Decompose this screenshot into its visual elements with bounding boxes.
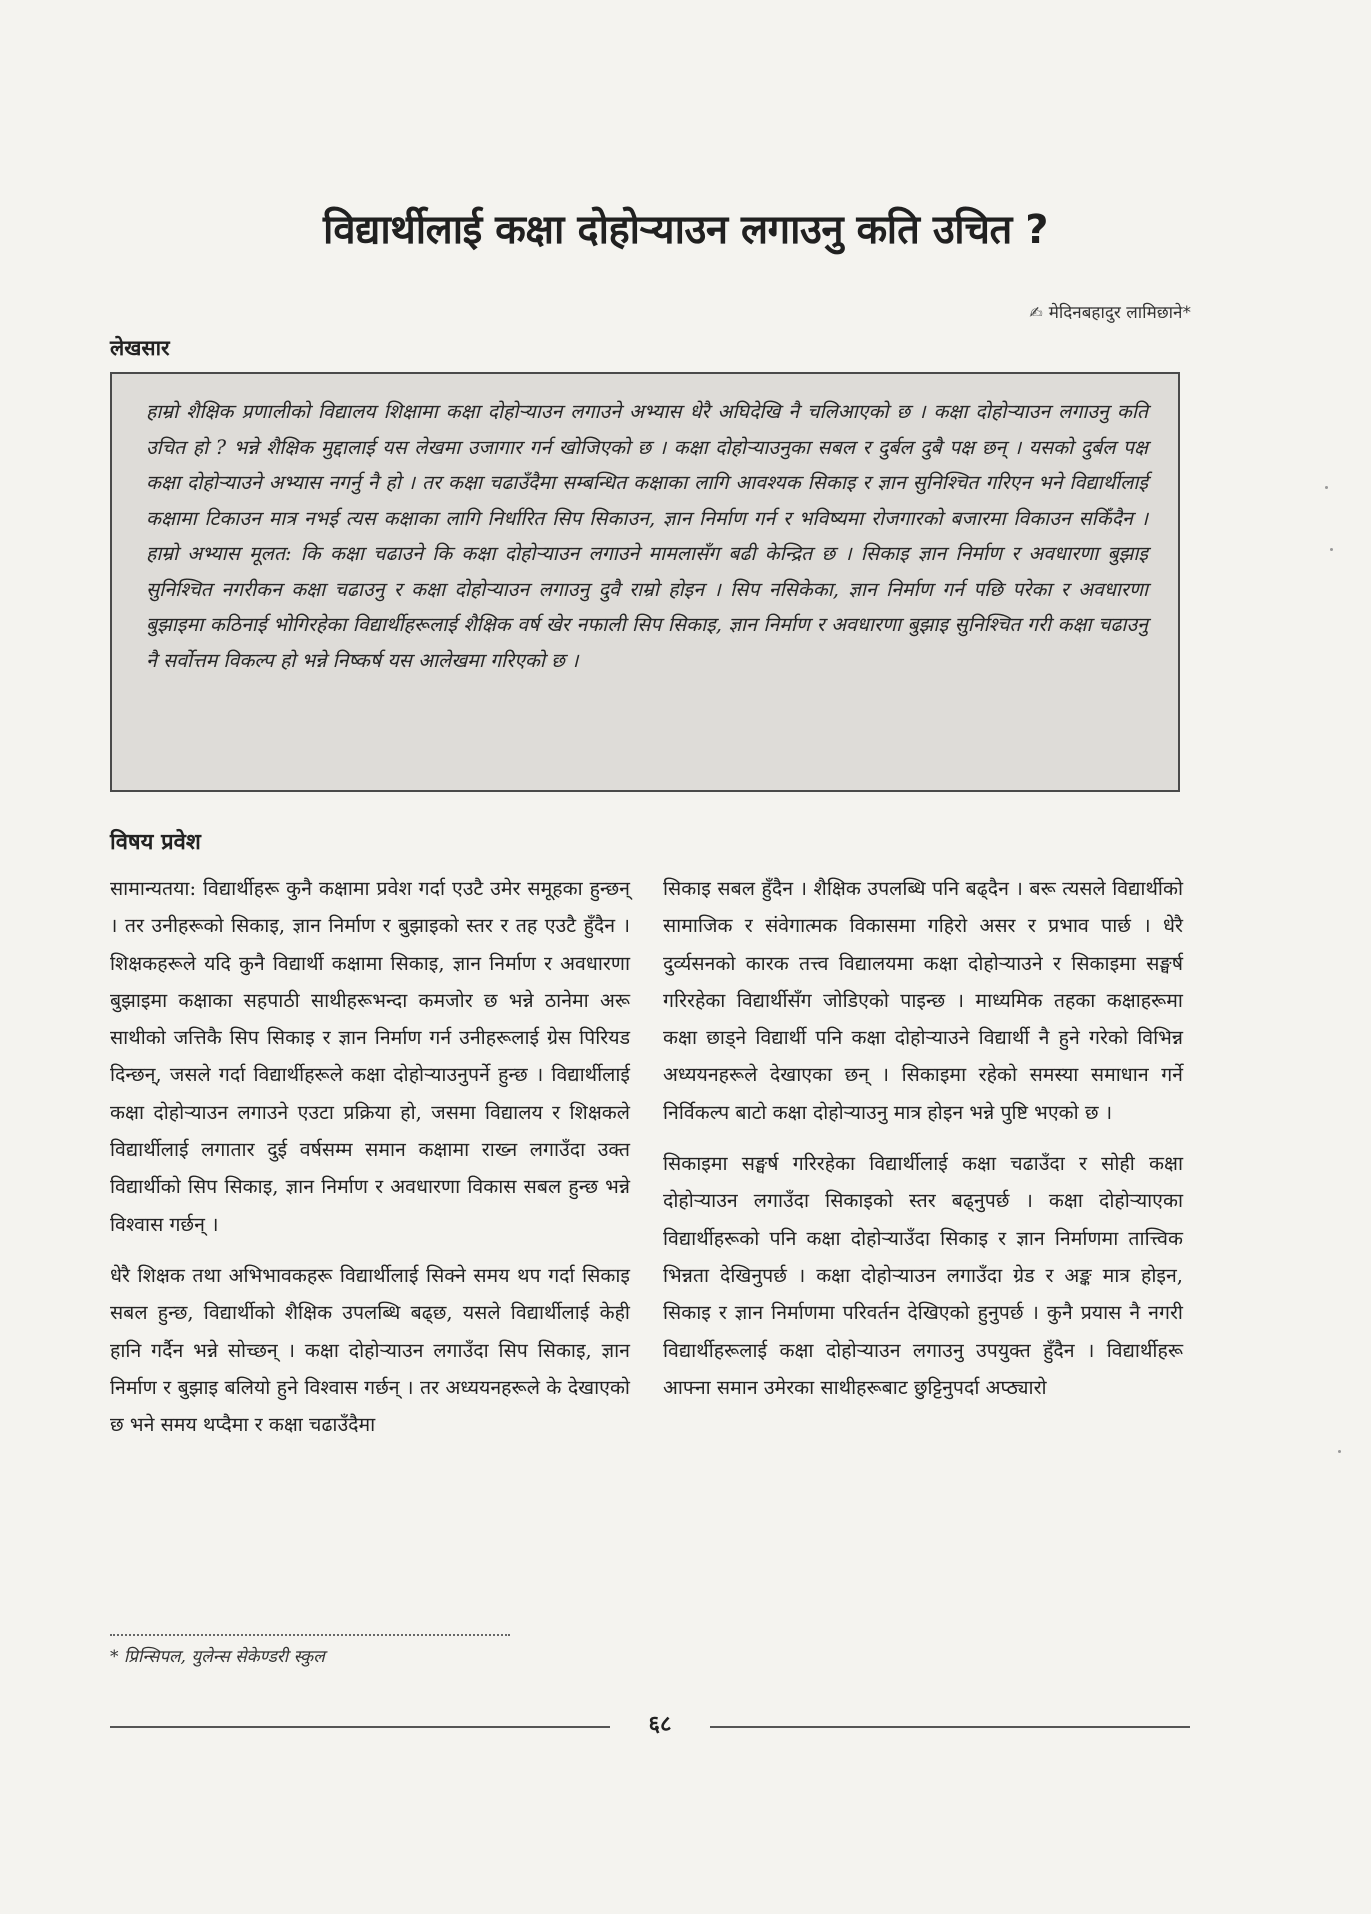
page-number: ६८ [648,1712,672,1737]
abstract-box [110,372,1180,792]
page-number-rule-right [710,1726,1190,1728]
footnote: * प्रिन्सिपल, युलेन्स सेकेण्डरी स्कुल [110,1647,325,1667]
scan-speck [1330,548,1333,551]
author-name: मेदिनबहादुर लामिछाने* [1048,303,1191,323]
footnote-rule [110,1634,510,1636]
pen-icon: ✍ [1029,303,1043,322]
abstract-text: हाम्रो शैक्षिक प्रणालीको विद्यालय शिक्षामा कक्षा दोहोऱ्याउन लगाउने अभ्यास धेरै अघिदेखि नै चलिआएको छ । कक्षा दोहोऱ्याउन लगाउनु कति उचित हो ? भन्ने शैक्षिक मुद्दालाई यस लेखमा उजागार गर्न खोजिएको छ । कक्षा दोहोऱ्याउनुका सबल र दुर्बल दुबै पक्ष छन् । यसको दुर्बल पक्ष कक्षा दोहोऱ्याउने अभ्यास नगर्नु नै हो । तर कक्षा चढाउँदैमा सम्बन्धित कक्षाका लागि आवश्यक सिकाइ र ज्ञान सुनिश्चित गरिएन भने विद्यार्थीलाई कक्षामा टिकाउन मात्र नभई त्यस कक्षाका लागि निर्धारित सिप सिकाउन, ज्ञान निर्माण गर्न र भविष्यमा रोजगारको बजारमा विकाउन सकिँदैन । हाम्रो अभ्यास मूलत: कि कक्षा चढाउने कि कक्षा दोहोऱ्याउन लगाउने मामलासँग बढी केन्द्रित छ । सिकाइ ज्ञान निर्माण र अवधारणा बुझाइ सुनिश्चित नगरीकन कक्षा चढाउनु र कक्षा दोहोऱ्याउन लगाउनु दुवै राम्रो होइन । सिप नसिकेका, ज्ञान निर्माण गर्न पछि परेका र अवधारणा बुझाइमा कठिनाई भोगिरहेका विद्यार्थीहरूलाई शैक्षिक वर्ष खेर नफाली सिप सिकाइ, ज्ञान निर्माण र अवधारणा बुझाइ सुनिश्चित गरी कक्षा चढाउनु नै सर्वोत्तम विकल्प हो भन्ने निष्कर्ष यस आलेखमा गरिएको छ । [146,400,1148,672]
page-number-rule-left [110,1726,610,1728]
right-column [663,870,1183,1420]
author-line [1029,300,1191,323]
scan-speck [1325,486,1328,489]
body-paragraph: सामान्यतया: विद्यार्थीहरू कुनै कक्षामा प्रवेश गर्दा एउटै उमेर समूहका हुन्छन् । तर उनीहरूको सिकाइ, ज्ञान निर्माण र बुझाइको स्तर र तह एउटै हुँदैन । शिक्षकहरूले यदि कुनै विद्यार्थी कक्षामा सिकाइ, ज्ञान निर्माण र अवधारणा बुझाइमा कक्षाका सहपाठी साथीहरूभन्दा कमजोर छ भन्ने ठानेमा अरू साथीको जत्तिकै सिप सिकाइ र ज्ञान निर्माण गर्न उनीहरूलाई ग्रेस पिरियड दिन्छन्, जसले गर्दा विद्यार्थीहरूले कक्षा दोहोऱ्याउनुपर्ने हुन्छ । विद्यार्थीलाई कक्षा दोहोऱ्याउन लगाउने एउटा प्रक्रिया हो, जसमा विद्यालय र शिक्षकले विद्यार्थीलाई लगातार दुई वर्षसम्म समान कक्षामा राख्न लगाउँदा उक्त विद्यार्थीको सिप सिकाइ, ज्ञान निर्माण र अवधारणा विकास सबल हुन्छ भन्ने विश्वास गर्छन् । [110,877,630,1236]
scan-speck [1338,1450,1341,1453]
body-paragraph: सिकाइमा सङ्घर्ष गरिरहेका विद्यार्थीलाई कक्षा चढाउँदा र सोही कक्षा दोहोऱ्याउन लगाउँदा सिकाइको स्तर बढ्नुपर्छ । कक्षा दोहोऱ्याएका विद्यार्थीहरूको पनि कक्षा दोहोऱ्याउँदा सिकाइ र ज्ञान निर्माणमा तात्त्विक भिन्नता देखिनुपर्छ । कक्षा दोहोऱ्याउन लगाउँदा ग्रेड र अङ्क मात्र होइन, सिकाइ र ज्ञान निर्माणमा परिवर्तन देखिएको हुनुपर्छ । कुनै प्रयास नै नगरी विद्यार्थीहरूलाई कक्षा दोहोऱ्याउन लगाउनु उपयुक्त हुँदैन । विद्यार्थीहरू आफ्ना समान उमेरका साथीहरूबाट छुट्टिनुपर्दा अप्ठ्यारो [663,1152,1183,1399]
body-paragraph: धेरै शिक्षक तथा अभिभावकहरू विद्यार्थीलाई सिक्ने समय थप गर्दा सिकाइ सबल हुन्छ, विद्यार्थीको शैक्षिक उपलब्धि बढ्छ, यसले विद्यार्थीलाई केही हानि गर्दैन भन्ने सोच्छन् । कक्षा दोहोऱ्याउन लगाउँदा सिप सिकाइ, ज्ञान निर्माण र बुझाइ बलियो हुने विश्वास गर्छन् । तर अध्ययनहरूले के देखाएको छ भने समय थप्दैमा र कक्षा चढाउँदैमा [110,1263,630,1437]
abstract-heading: लेखसार [110,336,170,360]
article-title: विद्यार्थीलाई कक्षा दोहोऱ्याउन लगाउनु कति उचित ? [323,207,1048,253]
section-heading: विषय प्रवेश [110,830,201,855]
body-paragraph: सिकाइ सबल हुँदैन । शैक्षिक उपलब्धि पनि बढ्दैन । बरू त्यसले विद्यार्थीको सामाजिक र संवेगात्मक विकासमा गहिरो असर र प्रभाव पार्छ । धेरै दुर्व्यसनको कारक तत्त्व विद्यालयमा कक्षा दोहोऱ्याउने र सिकाइमा सङ्घर्ष गरिरहेका विद्यार्थीसँग जोडिएको पाइन्छ । माध्यमिक तहका कक्षाहरूमा कक्षा छाड्ने विद्यार्थी पनि कक्षा दोहोऱ्याउने विद्यार्थी नै हुने गरेको विभिन्न अध्ययनहरूले देखाएका छन् । सिकाइमा रहेको समस्या समाधान गर्ने निर्विकल्प बाटो कक्षा दोहोऱ्याउनु मात्र होइन भन्ने पुष्टि भएको छ । [663,877,1183,1124]
left-column [110,870,630,1457]
